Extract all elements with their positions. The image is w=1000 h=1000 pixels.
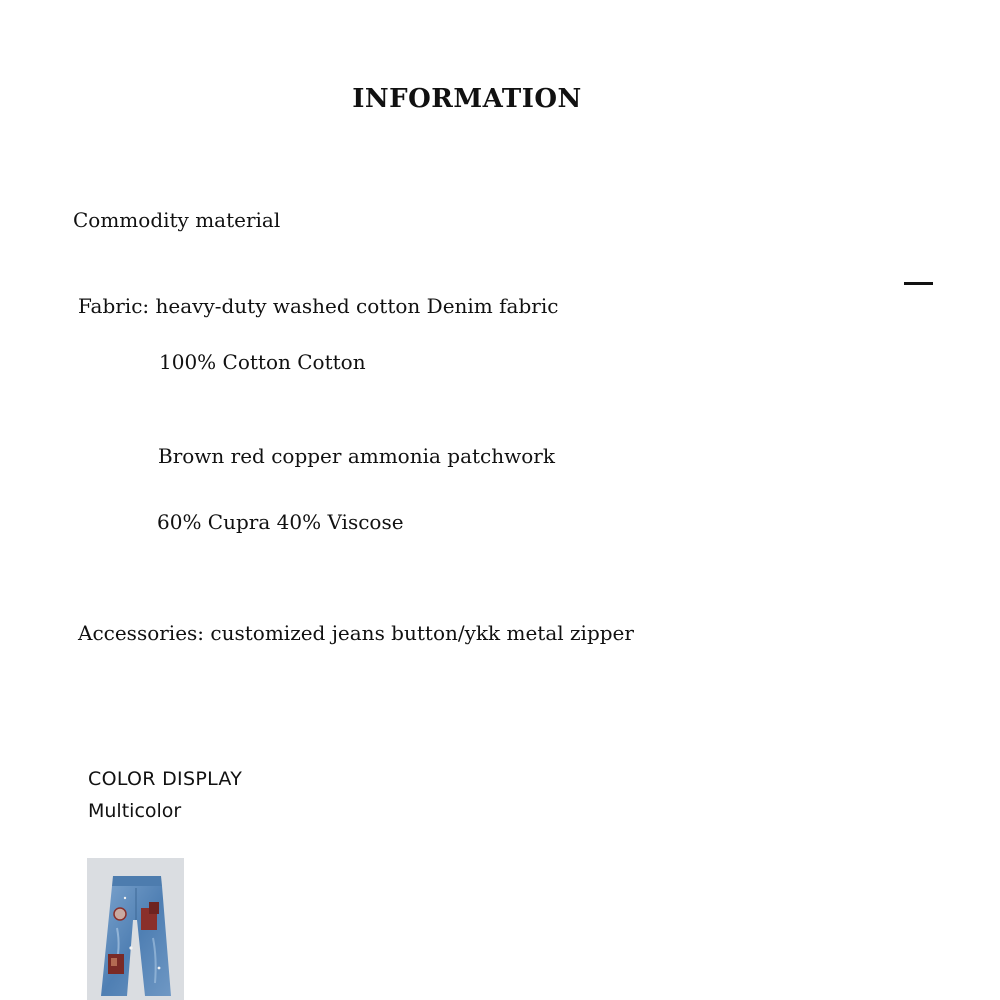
accessories-line: Accessories: customized jeans button/ykk metal zipper: [78, 621, 634, 645]
collapse-icon[interactable]: [904, 282, 933, 285]
color-swatch-thumbnail[interactable]: [87, 858, 184, 1000]
fabric-line: Fabric: heavy-duty washed cotton Denim fabric: [78, 294, 559, 318]
color-value: Multicolor: [88, 800, 182, 822]
cotton-composition: 100% Cotton Cotton: [159, 350, 366, 374]
jeans-image: [87, 858, 184, 1000]
page-title: INFORMATION: [352, 84, 582, 114]
section-heading: Commodity material: [73, 208, 281, 232]
patchwork-composition: 60% Cupra 40% Viscose: [157, 510, 404, 534]
color-display-heading: COLOR DISPLAY: [88, 768, 243, 790]
patchwork-line: Brown red copper ammonia patchwork: [158, 444, 555, 468]
